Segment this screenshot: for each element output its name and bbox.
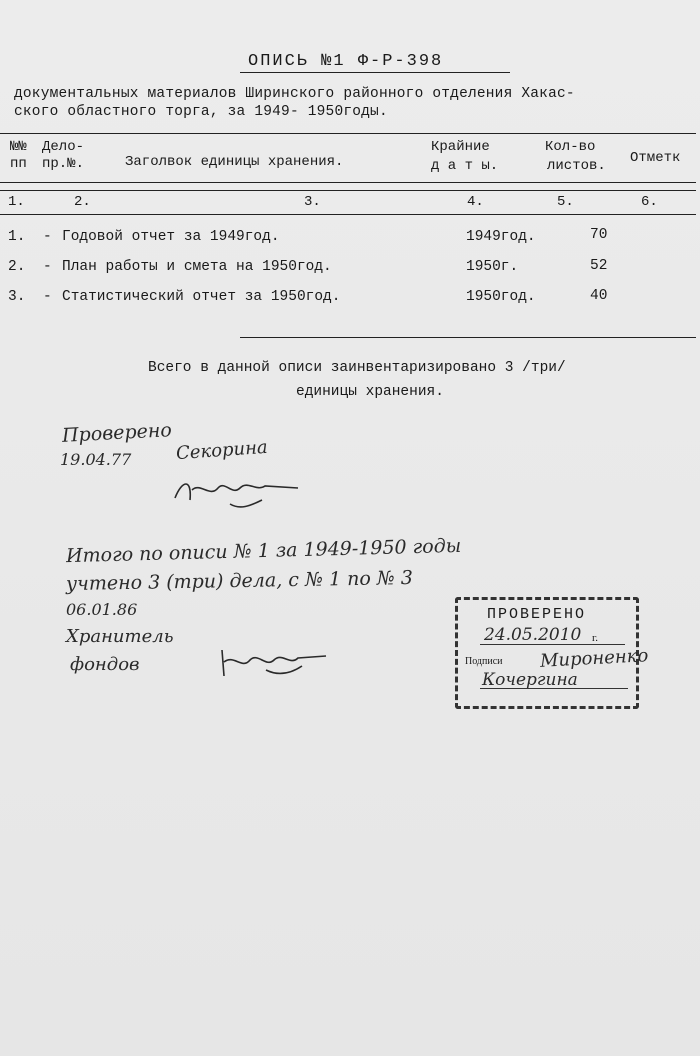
handwritten-keeper-line-2: фондов (70, 654, 140, 675)
row-dash: - (43, 289, 52, 305)
handwritten-checked: Проверено (61, 419, 173, 447)
col-header-sheets-top: Кол-во (545, 139, 596, 155)
table-header-rule-2 (0, 190, 696, 191)
col-number-1: 1. (8, 194, 25, 210)
col-number-3: 3. (304, 194, 321, 210)
col-header-pp-top: №№ (10, 139, 27, 155)
handwritten-checked-name: Секорина (175, 436, 269, 465)
row-number: 3. (8, 289, 26, 305)
row-dash: - (43, 229, 52, 245)
row-sheets: 40 (590, 288, 608, 304)
table-top-rule (0, 133, 696, 134)
inventory-title: ОПИСЬ №1 Ф-Р-398 (248, 52, 444, 71)
row-number: 1. (8, 229, 26, 245)
handwritten-total-line-1: Итого по описи № 1 за 1949-1950 годы (65, 534, 462, 568)
intro-line-1: документальных материалов Ширинского районного отделения Хакас- (14, 86, 575, 102)
col-number-6: 6. (641, 194, 658, 210)
row-title: Статистический отчет за 1950год. (62, 289, 341, 305)
col-header-dates-bottom: д а т ы. (431, 158, 499, 174)
row-title: План работы и смета на 1950год. (62, 259, 332, 275)
col-number-2: 2. (74, 194, 91, 210)
col-header-dates-top: Крайние (431, 139, 490, 155)
row-date: 1950год. (466, 289, 536, 305)
row-date: 1949год. (466, 229, 536, 245)
stamp-signature-line (480, 688, 628, 689)
stamp-date: 24.05.2010 (484, 625, 582, 645)
table-bottom-rule (240, 337, 696, 338)
col-header-pp-bottom: пп (10, 156, 27, 172)
handwritten-total-line-2: учтено 3 (три) дела, с № 1 по № 3 (65, 566, 414, 596)
col-number-5: 5. (557, 194, 574, 210)
col-header-title: Заголвок единицы хранения. (125, 154, 344, 170)
stamp-title: ПРОВЕРЕНО (487, 606, 587, 623)
signature-kravchenko-2 (216, 640, 336, 684)
stamp-year-suffix: г. (592, 632, 599, 644)
handwritten-checked-date: 19.04.77 (60, 450, 132, 469)
table-header-rule (0, 182, 696, 183)
table-numbers-rule (0, 214, 696, 215)
summary-line-2: единицы хранения. (296, 384, 444, 400)
signature-kravchenko-1 (170, 470, 300, 520)
intro-line-2: ского областного торга, за 1949- 1950годы. (14, 104, 388, 120)
row-sheets: 70 (590, 227, 608, 243)
row-sheets: 52 (590, 258, 608, 274)
summary-line-1: Всего в данной описи заинвентаризировано 3 /три/ (148, 360, 566, 376)
handwritten-keeper-line-1: Хранитель (66, 626, 174, 647)
row-number: 2. (8, 259, 26, 275)
row-dash: - (43, 259, 52, 275)
col-number-4: 4. (467, 194, 484, 210)
col-header-notes: Отметк (630, 150, 681, 166)
col-header-case-top: Дело- (42, 139, 85, 155)
title-underline (240, 72, 510, 73)
stamp-signature-label: Подписи (465, 656, 503, 667)
stamp-signature-1: Мироненко (539, 645, 649, 672)
stamp-signature-2: Кочергина (482, 670, 578, 690)
row-date: 1950г. (466, 259, 519, 275)
handwritten-total-date: 06.01.86 (66, 600, 138, 619)
stamp-date-line (480, 644, 625, 645)
col-header-sheets-bottom: листов. (547, 158, 606, 174)
col-header-case-bottom: пр.№. (42, 156, 85, 172)
row-title: Годовой отчет за 1949год. (62, 229, 280, 245)
